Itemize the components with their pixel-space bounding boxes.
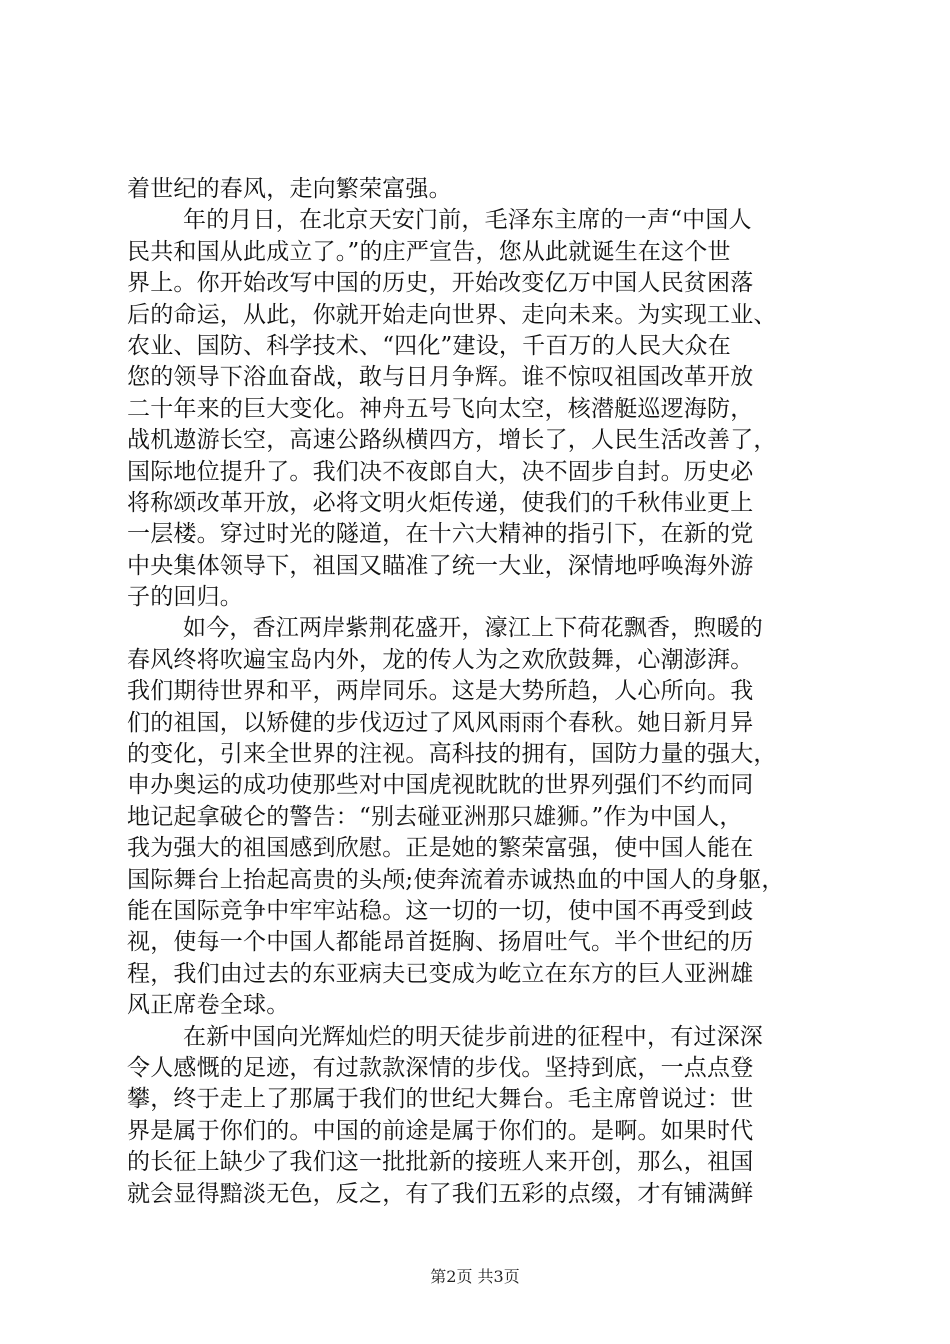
text-line: 我为强大的祖国感到欣慰。正是她的繁荣富强，使中国人能在 xyxy=(127,835,754,862)
text-line: 我们期待世界和平，两岸同乐。这是大势所趋，人心所向。我 xyxy=(127,678,754,705)
text-line: 程，我们由过去的东亚病夫已变成为屹立在东方的巨人亚洲雄 xyxy=(127,960,754,987)
text-line: 着世纪的春风，走向繁荣富强。 xyxy=(127,176,452,202)
body-text xyxy=(127,174,829,1210)
text-line: 春风终将吹遍宝岛内外，龙的传人为之欢欣鼓舞，心潮澎湃。 xyxy=(127,646,754,673)
text-line: 一层楼。穿过时光的隧道，在十六大精神的指引下，在新的党 xyxy=(127,521,754,548)
text-line: 攀，终于走上了那属于我们的世纪大舞台。毛主席曾说过：世 xyxy=(127,1086,754,1113)
text-line: 二十年来的巨大变化。神舟五号飞向太空，核潜艇巡逻海防， xyxy=(127,395,754,422)
text-line: 子的回归。 xyxy=(127,584,243,611)
text-line: 民共和国从此成立了。”的庄严宣告，您从此就诞生在这个世 xyxy=(127,238,731,265)
text-line: 就会显得黯淡无色，反之，有了我们五彩的点缀，才有铺满鲜 xyxy=(127,1180,754,1207)
text-line: 地记起拿破仑的警告：“别去碰亚洲那只雄狮。”作为中国人， xyxy=(127,803,743,830)
text-line: 如今，香江两岸紫荆花盛开，濠江上下荷花飘香，煦暖的 xyxy=(183,615,763,642)
text-line: 界上。你开始改写中国的历史，开始改变亿万中国人民贫困落 xyxy=(127,270,754,297)
text-line: 能在国际竞争中牢牢站稳。这一切的一切，使中国不再受到歧 xyxy=(127,897,754,924)
text-line: 的变化，引来全世界的注视。高科技的拥有，国防力量的强大， xyxy=(127,741,777,768)
text-line: 视，使每一个中国人都能昂首挺胸、扬眉吐气。半个世纪的历 xyxy=(127,929,754,956)
text-line: 将称颂改革开放，必将文明火炬传递，使我们的千秋伟业更上 xyxy=(127,489,754,516)
text-line: 的长征上缺少了我们这一批批新的接班人来开创，那么，祖国 xyxy=(127,1149,754,1176)
text-line: 您的领导下浴血奋战，敢与日月争辉。谁不惊叹祖国改革开放 xyxy=(127,364,754,391)
text-line: 战机遨游长空，高速公路纵横四方，增长了，人民生活改善了， xyxy=(127,427,777,454)
text-line: 国际地位提升了。我们决不夜郎自大，决不固步自封。历史必 xyxy=(127,458,754,485)
text-line: 令人感慨的足迹，有过款款深情的步伐。坚持到底，一点点登 xyxy=(127,1054,754,1081)
text-line: 们的祖国，以矫健的步伐迈过了风风雨雨个春秋。她日新月异 xyxy=(127,709,754,736)
text-line: 界是属于你们的。中国的前途是属于你们的。是啊。如果时代 xyxy=(127,1117,754,1144)
text-line: 国际舞台上抬起高贵的头颅;使奔流着赤诚热血的中国人的身躯， xyxy=(127,866,785,893)
text-line: 风正席卷全球。 xyxy=(127,992,290,1019)
text-line: 在新中国向光辉灿烂的明天徒步前进的征程中，有过深深 xyxy=(183,1023,763,1050)
text-line: 后的命运，从此，你就开始走向世界、走向未来。为实现工业、 xyxy=(127,301,777,328)
text-line: 农业、国防、科学技术、“四化”建设，千百万的人民大众在 xyxy=(127,332,731,359)
text-line: 中央集体领导下，祖国又瞄准了统一大业，深情地呼唤海外游 xyxy=(127,552,754,579)
text-line: 申办奥运的成功使那些对中国虎视眈眈的世界列强们不约而同 xyxy=(127,772,754,799)
page-footer: 第2页 共3页 xyxy=(430,1267,520,1286)
text-line: 年的月日，在北京天安门前，毛泽东主席的一声“中国人 xyxy=(183,207,752,234)
